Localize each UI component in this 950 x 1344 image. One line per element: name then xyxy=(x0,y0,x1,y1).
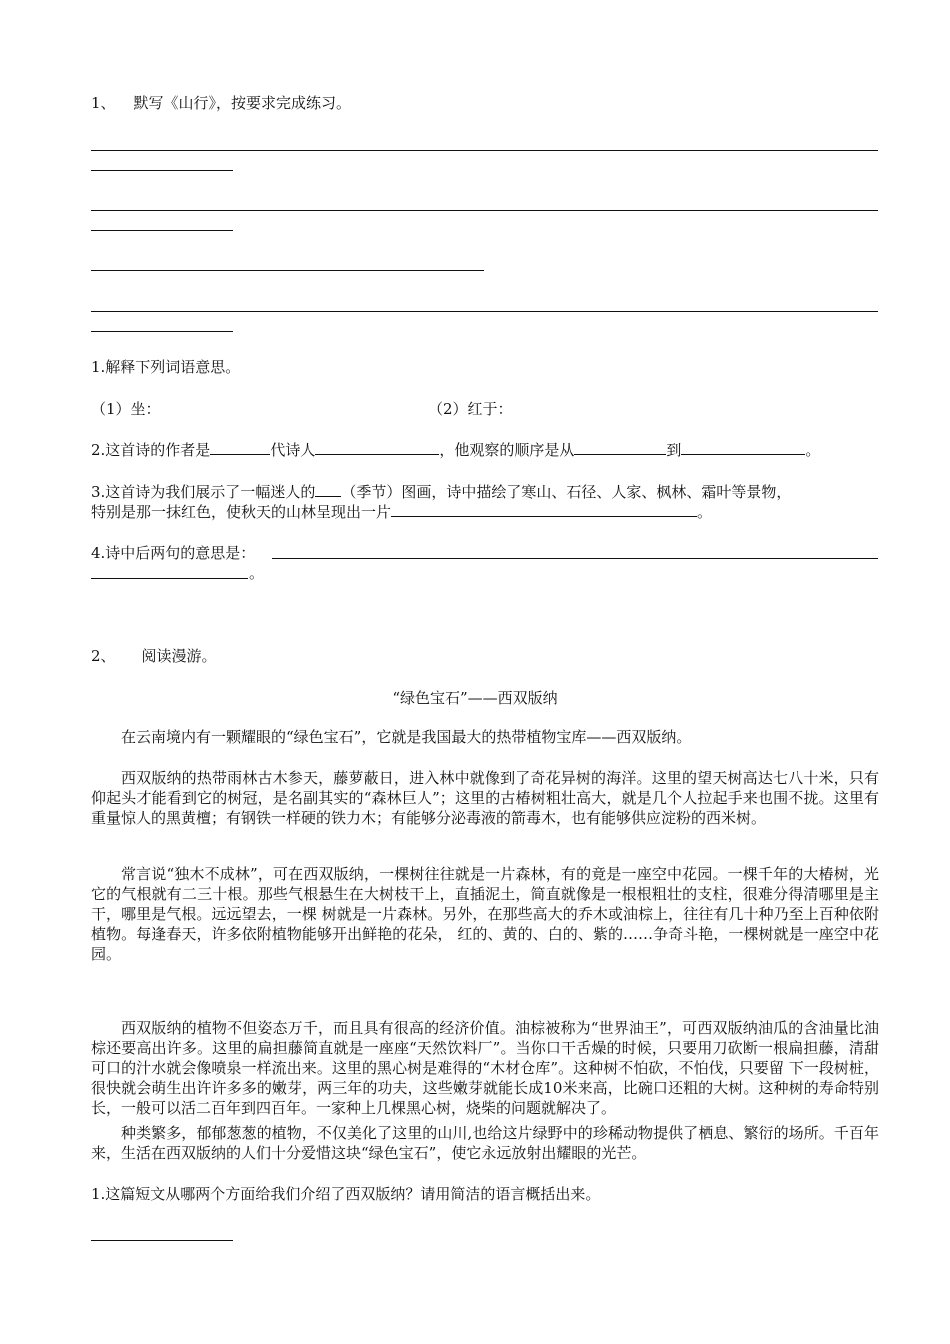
article-paragraph: 常言说“独木不成林”，可在西双版纳，一棵树往往就是一片森林，有的竟是一座空中花园。一棵千年的大椿树，光它的气根就有二三十根。那些气根悬生在大树枝干上，直插泥土，简直就像是一根根粗壮的支柱，很难分得清哪里是主干，哪里是气根。远远望去，一棵 树就是一片森林。另外，在那些高大的乔木或油棕上，往往有几十种乃至上百种依附植物。每逢春天，许多依附植物能够开出鲜艳的花朵， 红的、黄的、白的、紫的……争奇斗艳，一棵树就是一座空中花园。 xyxy=(91,865,879,963)
blank-from[interactable] xyxy=(574,440,666,455)
answer-line[interactable] xyxy=(91,210,878,211)
question-3-line1: 3.这首诗为我们展示了一幅迷人的 （季节）图画，诗中描绘了寒山、石径、人家、枫林、霜叶等景物， xyxy=(91,483,792,501)
article-paragraph: 在云南境内有一颗耀眼的“绿色宝石”，它就是我国最大的热带植物宝库——西双版纳。 xyxy=(121,728,692,746)
question-2: 2.这首诗的作者是 代诗人 ，他观察的顺序是从 到 。 xyxy=(91,441,821,459)
answer-line[interactable] xyxy=(91,578,248,579)
article-paragraph: 西双版纳的热带雨林古木参天，藤萝蔽日，进入林中就像到了奇花异树的海洋。这里的望天树高达七八十米，只有仰起头才能看到它的树冠，是名副其实的“森林巨人”；这里的古椿树粗壮高大，就是几个人拉起手来也围不拢。这里有重量惊人的黑黄檀；有钢铁一样硬的铁力木；有能够分泌毒液的箭毒木，也有能够供应淀粉的西米树。 xyxy=(91,769,879,827)
question-4: 4.诗中后两句的意思是： xyxy=(91,544,256,562)
question-1-item-b: （2）红于： xyxy=(428,400,513,418)
reading-question-1: 1.这篇短文从哪两个方面给我们介绍了西双版纳？请用简洁的语言概括出来。 xyxy=(91,1185,601,1203)
blank-poet[interactable] xyxy=(315,440,439,455)
question-3-line2: 特别是那一抹红色，使秋天的山林呈现出一片 。 xyxy=(91,503,713,521)
question-1-item-a: （1）坐： xyxy=(91,400,161,418)
answer-line[interactable] xyxy=(91,331,233,332)
answer-line[interactable] xyxy=(91,230,233,231)
section1-heading: 默写《山行》，按要求完成练习。 xyxy=(133,94,352,112)
answer-line[interactable] xyxy=(91,270,484,271)
answer-line[interactable] xyxy=(91,170,233,171)
blank-to[interactable] xyxy=(681,440,805,455)
article-title: “绿色宝石”——西双版纳 xyxy=(392,689,558,707)
blank-scene[interactable] xyxy=(391,502,697,517)
question-1: 1.解释下列词语意思。 xyxy=(91,358,241,376)
section2-header xyxy=(91,646,217,666)
section1-number: 1、 xyxy=(91,94,116,112)
blank-dynasty[interactable] xyxy=(210,440,270,455)
section1-header xyxy=(91,93,351,113)
answer-line[interactable] xyxy=(91,150,878,151)
article-paragraph: 西双版纳的植物不但姿态万千，而且具有很高的经济价值。油棕被称为“世界油王”，可西双版纳油瓜的含油量比油棕还要高出许多。这里的扁担藤简直就是一座座“天然饮料厂”。当你口干舌燥的时候，只要用刀砍断一根扁担藤，清甜可口的汁水就会像喷泉一样流出来。这里的黑心树是难得的“木材仓库”。这种树不怕砍，不怕伐，只要留 下一段树桩，很快就会萌生出许许多多的嫩芽，两三年的功夫，这些嫩芽就能长成10米来高，比碗口还粗的大树。这种树的寿命特别长，一般可以活二百年到四百年。一家种上几棵黑心树，烧柴的问题就解决了。 xyxy=(91,1019,879,1117)
answer-line[interactable] xyxy=(272,558,878,559)
article-paragraph: 种类繁多，郁郁葱葱的植物，不仅美化了这里的山川,也给这片绿野中的珍稀动物提供了栖息、繁衍的场所。千百年来，生活在西双版纳的人们十分爱惜这块“绿色宝石”，使它永远放射出耀眼的光芒。 xyxy=(91,1124,879,1162)
section2-heading: 阅读漫游。 xyxy=(141,647,217,665)
answer-line[interactable] xyxy=(91,1240,233,1241)
section2-number: 2、 xyxy=(91,647,116,665)
question-4-end: 。 xyxy=(249,564,265,582)
answer-line[interactable] xyxy=(91,311,878,312)
blank-season[interactable] xyxy=(315,482,341,497)
